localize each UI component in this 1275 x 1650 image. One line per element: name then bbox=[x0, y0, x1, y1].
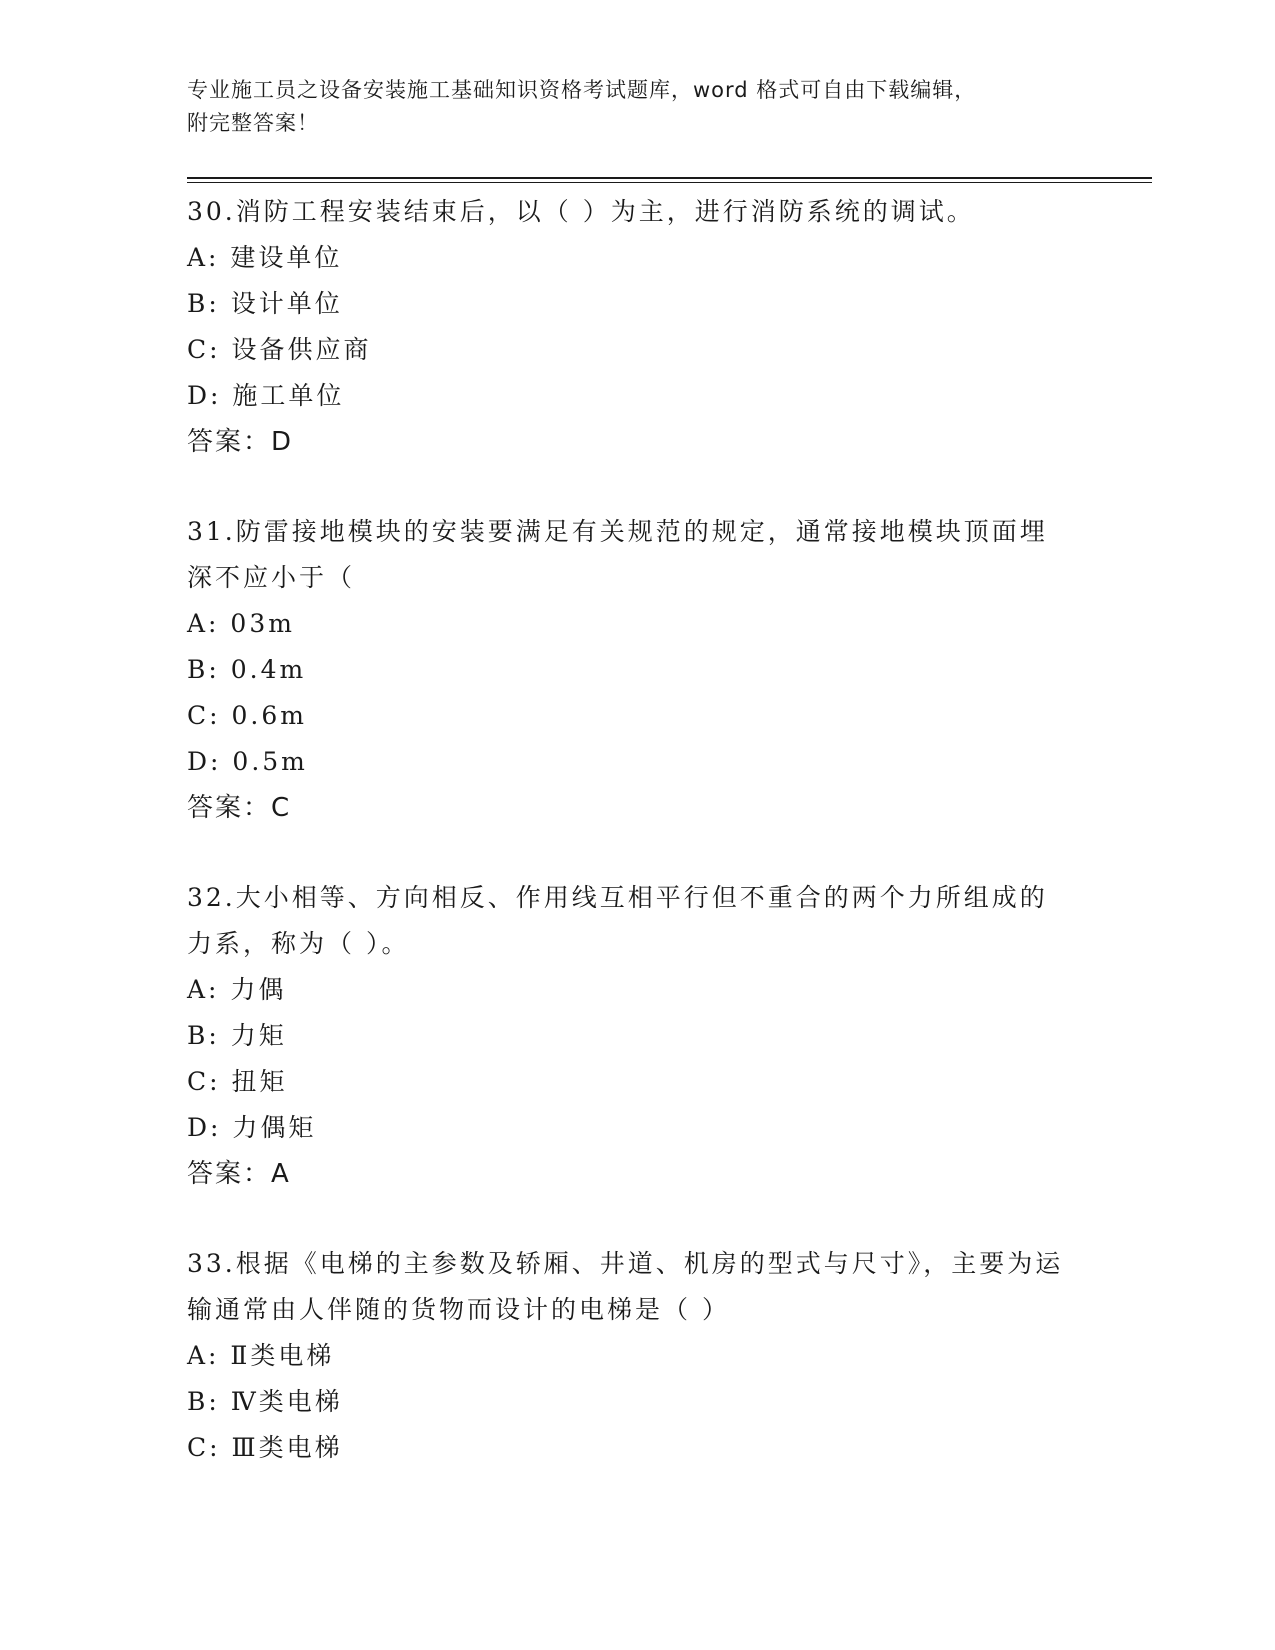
option-b: B: Ⅳ类电梯 bbox=[187, 1387, 343, 1416]
option-a: A: 力偶 bbox=[187, 975, 287, 1004]
question-30 bbox=[187, 189, 1087, 465]
option-a: A: 03m bbox=[187, 609, 295, 638]
document-header bbox=[187, 74, 1067, 140]
option-b: B: 力矩 bbox=[187, 1021, 287, 1050]
option-c: C: 设备供应商 bbox=[187, 335, 372, 364]
answer-line: 答案：D bbox=[187, 427, 294, 457]
question-31 bbox=[187, 509, 1087, 831]
option-a: A: 建设单位 bbox=[187, 243, 343, 272]
question-stem: 33.根据《电梯的主参数及轿厢、井道、机房的型式与尺寸》，主要为运输通常由人伴随的货物而设计的电梯是（ ） bbox=[187, 1249, 1064, 1324]
option-b: B: 设计单位 bbox=[187, 289, 343, 318]
answer-line: 答案：C bbox=[187, 793, 292, 823]
question-stem: 32.大小相等、方向相反、作用线互相平行但不重合的两个力所组成的力系，称为（ ）。 bbox=[187, 883, 1048, 958]
option-a: A: Ⅱ类电梯 bbox=[187, 1341, 335, 1370]
option-d: D: 0.5m bbox=[187, 747, 308, 776]
option-b: B: 0.4m bbox=[187, 655, 307, 684]
header-divider-thin bbox=[187, 182, 1152, 183]
option-d: D: 施工单位 bbox=[187, 381, 345, 410]
header-line-1: 专业施工员之设备安装施工基础知识资格考试题库，word 格式可自由下载编辑， bbox=[187, 78, 977, 102]
header-line-2: 附完整答案！ bbox=[187, 111, 319, 135]
question-stem: 31.防雷接地模块的安装要满足有关规范的规定，通常接地模块顶面埋深不应小于（ bbox=[187, 517, 1048, 592]
question-list bbox=[187, 189, 1087, 1515]
option-c: C: 扭矩 bbox=[187, 1067, 288, 1096]
question-33 bbox=[187, 1241, 1087, 1471]
option-c: C: Ⅲ类电梯 bbox=[187, 1433, 343, 1462]
header-divider-thick bbox=[187, 177, 1152, 179]
question-stem: 30.消防工程安装结束后，以（ ）为主，进行消防系统的调试。 bbox=[187, 197, 975, 226]
question-32 bbox=[187, 875, 1087, 1197]
option-c: C: 0.6m bbox=[187, 701, 307, 730]
option-d: D: 力偶矩 bbox=[187, 1113, 317, 1142]
answer-line: 答案：A bbox=[187, 1159, 291, 1189]
